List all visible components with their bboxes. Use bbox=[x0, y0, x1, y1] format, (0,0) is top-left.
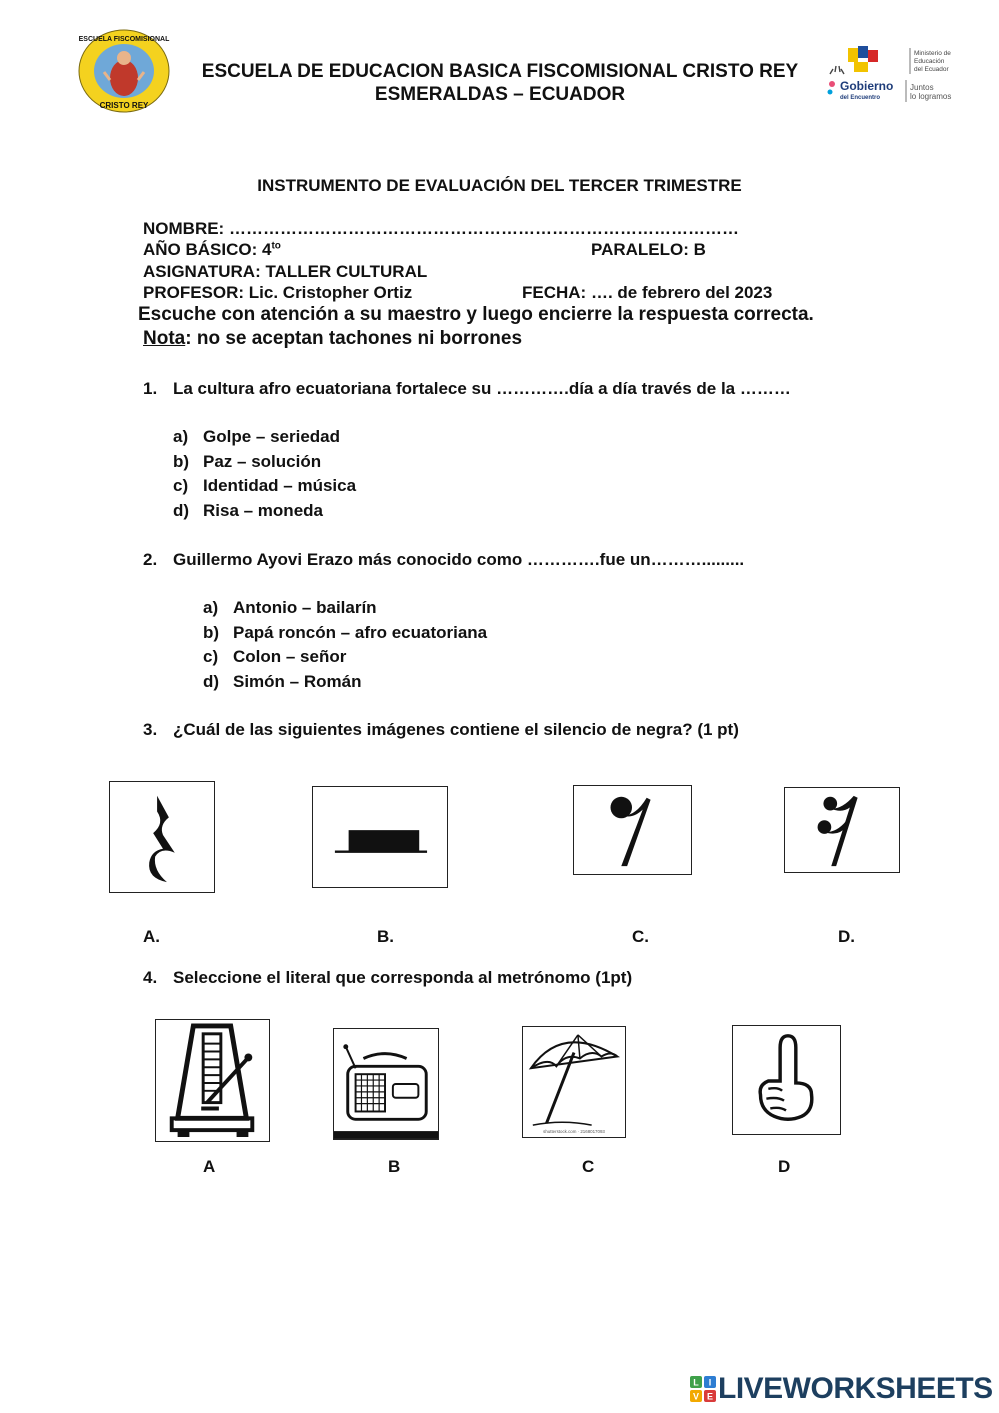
liveworksheets-text: LIVEWORKSHEETS bbox=[718, 1372, 993, 1405]
q3-caption-b: B. bbox=[377, 927, 394, 946]
q3-image-d[interactable] bbox=[784, 787, 900, 873]
eighth-rest-icon bbox=[574, 786, 691, 874]
beach-umbrella-icon bbox=[523, 1027, 625, 1137]
q2-option-a[interactable] bbox=[203, 598, 377, 618]
svg-text:I: I bbox=[708, 1377, 712, 1388]
school-header bbox=[180, 60, 820, 106]
question-text: La cultura afro ecuatoriana fortalece su ………….día a día través de la ……… bbox=[173, 379, 791, 398]
svg-text:ESCUELA FISCOMISIONAL: ESCUELA FISCOMISIONAL bbox=[78, 36, 170, 43]
date-field: FECHA: …. de febrero del 2023 bbox=[522, 283, 773, 302]
q3-caption-c: C. bbox=[632, 927, 649, 946]
half-rest-icon bbox=[313, 787, 447, 887]
note-text bbox=[143, 328, 522, 350]
question-text: ¿Cuál de las siguientes imágenes contiene el silencio de negra? (1 pt) bbox=[173, 720, 739, 739]
q1-option-a[interactable] bbox=[173, 427, 340, 447]
option-letter: a) bbox=[203, 598, 219, 617]
liveworksheets-brand[interactable] bbox=[690, 1372, 993, 1406]
teacher-field: PROFESOR: Lic. Cristopher Ortiz bbox=[143, 283, 413, 302]
section-field: PARALELO: B bbox=[591, 240, 706, 259]
government-logo bbox=[826, 44, 976, 104]
svg-text:Gobierno: Gobierno bbox=[840, 79, 894, 93]
q4-image-a[interactable] bbox=[155, 1019, 270, 1142]
option-letter: c) bbox=[173, 476, 189, 495]
question-number: 1. bbox=[143, 379, 158, 398]
seal-icon bbox=[76, 28, 172, 114]
q4-caption-a: A bbox=[203, 1157, 216, 1176]
svg-text:CRISTO REY: CRISTO REY bbox=[99, 101, 149, 110]
q2-option-b[interactable] bbox=[203, 623, 487, 643]
q2-option-d[interactable] bbox=[203, 672, 361, 692]
option-letter: d) bbox=[203, 672, 220, 691]
svg-text:V: V bbox=[692, 1391, 700, 1402]
svg-text:lo logramos: lo logramos bbox=[910, 92, 952, 101]
svg-text:Educación: Educación bbox=[914, 58, 945, 65]
instruction-text: Escuche con atención a su maestro y luego encierre la respuesta correcta. bbox=[138, 304, 814, 325]
radio-icon bbox=[334, 1029, 438, 1139]
svg-text:del Ecuador: del Ecuador bbox=[914, 66, 949, 73]
metronome-icon bbox=[156, 1020, 269, 1141]
note-body: : no se aceptan tachones ni borrones bbox=[185, 328, 523, 349]
q4-caption-c: C bbox=[582, 1157, 595, 1176]
question-2 bbox=[143, 550, 744, 570]
q3-caption-d: D. bbox=[838, 927, 855, 946]
option-letter: b) bbox=[173, 452, 190, 471]
q4-caption-d: D bbox=[778, 1157, 791, 1176]
school-name: ESCUELA DE EDUCACION BASICA FISCOMISIONAL CRISTO REY bbox=[201, 61, 799, 82]
option-letter: c) bbox=[203, 647, 219, 666]
grade-superscript: to bbox=[271, 240, 281, 252]
svg-text:del Encuentro: del Encuentro bbox=[840, 95, 881, 101]
svg-text:Juntos: Juntos bbox=[910, 83, 934, 92]
sixteenth-rest-icon bbox=[785, 788, 899, 872]
ministry-logo-icon bbox=[826, 44, 976, 104]
option-text: Papá roncón – afro ecuatoriana bbox=[233, 623, 488, 642]
question-number: 4. bbox=[143, 968, 158, 987]
question-number: 2. bbox=[143, 550, 158, 569]
school-location: ESMERALDAS – ECUADOR bbox=[374, 84, 626, 105]
svg-text:Ministerio de: Ministerio de bbox=[914, 50, 951, 57]
name-field[interactable]: NOMBRE: ……………………………………………………………………………… bbox=[143, 219, 739, 238]
option-text: Colon – señor bbox=[233, 647, 347, 666]
q1-option-c[interactable] bbox=[173, 476, 356, 496]
school-seal-logo bbox=[76, 28, 172, 114]
q2-option-c[interactable] bbox=[203, 647, 346, 667]
option-letter: b) bbox=[203, 623, 220, 642]
question-1 bbox=[143, 379, 791, 399]
question-number: 3. bbox=[143, 720, 158, 739]
question-4 bbox=[143, 968, 632, 988]
q3-image-a[interactable] bbox=[109, 781, 215, 893]
pointing-hand-icon bbox=[733, 1026, 840, 1134]
option-text: Risa – moneda bbox=[203, 501, 323, 520]
liveworksheets-logo-icon bbox=[690, 1376, 716, 1402]
grade-label: AÑO BÁSICO: 4 bbox=[143, 240, 272, 259]
note-label: Nota bbox=[143, 328, 186, 349]
question-text: Seleccione el literal que corresponda al metrónomo (1pt) bbox=[173, 968, 633, 987]
svg-text:shutterstock.com · 2168017093: shutterstock.com · 2168017093 bbox=[543, 1129, 605, 1134]
option-text: Identidad – música bbox=[203, 476, 357, 495]
svg-text:E: E bbox=[706, 1391, 714, 1402]
q4-image-c[interactable] bbox=[522, 1026, 626, 1138]
q3-image-c[interactable] bbox=[573, 785, 692, 875]
question-3 bbox=[143, 720, 739, 740]
q4-image-d[interactable] bbox=[732, 1025, 841, 1135]
question-text: Guillermo Ayovi Erazo más conocido como ………….fue un………......... bbox=[173, 550, 745, 569]
option-text: Simón – Román bbox=[233, 672, 362, 691]
q1-option-b[interactable] bbox=[173, 452, 321, 472]
option-text: Antonio – bailarín bbox=[233, 598, 377, 617]
quarter-rest-icon bbox=[110, 782, 214, 892]
q3-caption-a: A. bbox=[143, 927, 160, 946]
q4-image-b[interactable] bbox=[333, 1028, 439, 1140]
subject-field: ASIGNATURA: TALLER CULTURAL bbox=[143, 262, 428, 281]
option-letter: d) bbox=[173, 501, 190, 520]
exam-title: INSTRUMENTO DE EVALUACIÓN DEL TERCER TRIMESTRE bbox=[257, 176, 742, 195]
svg-text:L: L bbox=[693, 1377, 699, 1388]
q3-image-b[interactable] bbox=[312, 786, 448, 888]
grade-field bbox=[143, 240, 281, 260]
option-text: Paz – solución bbox=[203, 452, 322, 471]
option-letter: a) bbox=[173, 427, 189, 446]
option-text: Golpe – seriedad bbox=[203, 427, 340, 446]
q1-option-d[interactable] bbox=[173, 501, 323, 521]
q4-caption-b: B bbox=[388, 1157, 401, 1176]
